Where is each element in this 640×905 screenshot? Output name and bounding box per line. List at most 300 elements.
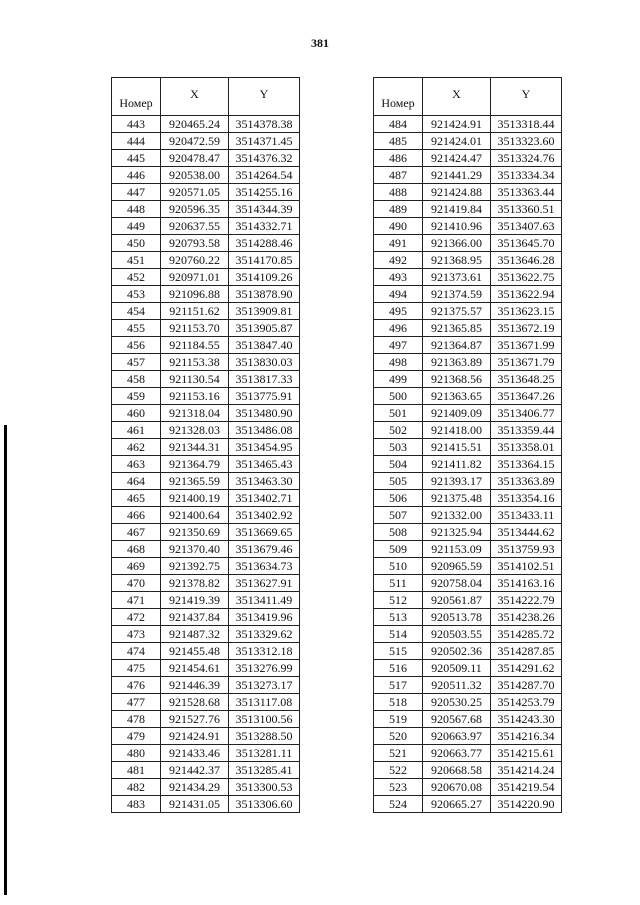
table-header-row bbox=[374, 78, 562, 116]
cell-x: 921373.61 bbox=[423, 269, 491, 286]
cell-x: 921130.54 bbox=[161, 371, 229, 388]
table-row bbox=[374, 286, 562, 303]
table-row bbox=[112, 201, 300, 218]
cell-y: 3514264.54 bbox=[229, 167, 300, 184]
cell-y: 3513402.71 bbox=[229, 490, 300, 507]
table-row bbox=[112, 388, 300, 405]
cell-x: 920472.59 bbox=[161, 133, 229, 150]
cell-number: 512 bbox=[374, 592, 423, 609]
cell-x: 921400.64 bbox=[161, 507, 229, 524]
table-row bbox=[112, 626, 300, 643]
table-row bbox=[374, 507, 562, 524]
cell-y: 3513444.62 bbox=[491, 524, 562, 541]
table-row bbox=[374, 643, 562, 660]
table-row bbox=[112, 660, 300, 677]
cell-number: 491 bbox=[374, 235, 423, 252]
table-row bbox=[112, 371, 300, 388]
cell-x: 921400.19 bbox=[161, 490, 229, 507]
cell-number: 510 bbox=[374, 558, 423, 575]
cell-x: 921434.29 bbox=[161, 779, 229, 796]
table-row bbox=[374, 422, 562, 439]
cell-x: 921410.96 bbox=[423, 218, 491, 235]
table-row bbox=[374, 167, 562, 184]
cell-x: 921368.56 bbox=[423, 371, 491, 388]
cell-number: 478 bbox=[112, 711, 161, 728]
cell-number: 520 bbox=[374, 728, 423, 745]
cell-x: 920513.78 bbox=[423, 609, 491, 626]
cell-x: 921455.48 bbox=[161, 643, 229, 660]
table-row bbox=[374, 575, 562, 592]
coordinates-table-right bbox=[373, 77, 562, 813]
cell-x: 921378.82 bbox=[161, 575, 229, 592]
cell-number: 489 bbox=[374, 201, 423, 218]
cell-number: 503 bbox=[374, 439, 423, 456]
cell-y: 3513300.53 bbox=[229, 779, 300, 796]
cell-number: 493 bbox=[374, 269, 423, 286]
cell-y: 3513288.50 bbox=[229, 728, 300, 745]
table-row bbox=[374, 677, 562, 694]
table-row bbox=[112, 252, 300, 269]
cell-x: 921441.29 bbox=[423, 167, 491, 184]
cell-y: 3513329.62 bbox=[229, 626, 300, 643]
cell-x: 921364.79 bbox=[161, 456, 229, 473]
cell-y: 3514102.51 bbox=[491, 558, 562, 575]
cell-number: 476 bbox=[112, 677, 161, 694]
cell-x: 920538.00 bbox=[161, 167, 229, 184]
cell-y: 3513318.44 bbox=[491, 116, 562, 133]
cell-x: 920511.32 bbox=[423, 677, 491, 694]
coordinates-table-left bbox=[111, 77, 300, 813]
cell-number: 454 bbox=[112, 303, 161, 320]
cell-number: 444 bbox=[112, 133, 161, 150]
table-row bbox=[112, 558, 300, 575]
table-row bbox=[374, 133, 562, 150]
table-row bbox=[112, 592, 300, 609]
table-row bbox=[112, 320, 300, 337]
table-row bbox=[374, 626, 562, 643]
cell-number: 480 bbox=[112, 745, 161, 762]
cell-x: 920663.97 bbox=[423, 728, 491, 745]
cell-y: 3514215.61 bbox=[491, 745, 562, 762]
cell-number: 445 bbox=[112, 150, 161, 167]
cell-y: 3513465.43 bbox=[229, 456, 300, 473]
cell-y: 3513847.40 bbox=[229, 337, 300, 354]
cell-y: 3513623.15 bbox=[491, 303, 562, 320]
cell-x: 921332.00 bbox=[423, 507, 491, 524]
cell-x: 921424.47 bbox=[423, 150, 491, 167]
cell-x: 921424.91 bbox=[161, 728, 229, 745]
table-row bbox=[374, 694, 562, 711]
cell-y: 3513647.26 bbox=[491, 388, 562, 405]
cell-y: 3514253.79 bbox=[491, 694, 562, 711]
cell-x: 921096.88 bbox=[161, 286, 229, 303]
cell-number: 500 bbox=[374, 388, 423, 405]
cell-y: 3513679.46 bbox=[229, 541, 300, 558]
cell-number: 463 bbox=[112, 456, 161, 473]
cell-number: 509 bbox=[374, 541, 423, 558]
cell-x: 921446.39 bbox=[161, 677, 229, 694]
cell-y: 3513324.76 bbox=[491, 150, 562, 167]
cell-y: 3513433.11 bbox=[491, 507, 562, 524]
cell-x: 921374.59 bbox=[423, 286, 491, 303]
cell-x: 921528.68 bbox=[161, 694, 229, 711]
cell-y: 3514216.34 bbox=[491, 728, 562, 745]
cell-y: 3513671.79 bbox=[491, 354, 562, 371]
cell-number: 488 bbox=[374, 184, 423, 201]
cell-number: 495 bbox=[374, 303, 423, 320]
cell-x: 921487.32 bbox=[161, 626, 229, 643]
table-row bbox=[112, 609, 300, 626]
cell-y: 3514287.85 bbox=[491, 643, 562, 660]
cell-y: 3514371.45 bbox=[229, 133, 300, 150]
cell-number: 514 bbox=[374, 626, 423, 643]
cell-y: 3514255.16 bbox=[229, 184, 300, 201]
cell-y: 3513334.34 bbox=[491, 167, 562, 184]
cell-number: 501 bbox=[374, 405, 423, 422]
cell-number: 472 bbox=[112, 609, 161, 626]
table-row bbox=[374, 371, 562, 388]
cell-number: 523 bbox=[374, 779, 423, 796]
cell-y: 3513407.63 bbox=[491, 218, 562, 235]
table-row bbox=[112, 303, 300, 320]
table-row bbox=[112, 677, 300, 694]
table-row bbox=[374, 303, 562, 320]
cell-y: 3514238.26 bbox=[491, 609, 562, 626]
cell-y: 3513360.51 bbox=[491, 201, 562, 218]
cell-y: 3513830.03 bbox=[229, 354, 300, 371]
cell-number: 524 bbox=[374, 796, 423, 813]
cell-y: 3513411.49 bbox=[229, 592, 300, 609]
cell-number: 484 bbox=[374, 116, 423, 133]
cell-x: 920637.55 bbox=[161, 218, 229, 235]
cell-x: 921424.91 bbox=[423, 116, 491, 133]
cell-number: 453 bbox=[112, 286, 161, 303]
cell-y: 3513486.08 bbox=[229, 422, 300, 439]
table-row bbox=[374, 218, 562, 235]
cell-number: 504 bbox=[374, 456, 423, 473]
cell-number: 502 bbox=[374, 422, 423, 439]
cell-number: 461 bbox=[112, 422, 161, 439]
table-row bbox=[374, 728, 562, 745]
cell-number: 458 bbox=[112, 371, 161, 388]
cell-y: 3513273.17 bbox=[229, 677, 300, 694]
cell-number: 477 bbox=[112, 694, 161, 711]
cell-x: 920793.58 bbox=[161, 235, 229, 252]
column-header-x: X bbox=[161, 78, 229, 116]
table-row bbox=[112, 779, 300, 796]
table-row bbox=[112, 507, 300, 524]
cell-y: 3513759.93 bbox=[491, 541, 562, 558]
table-row bbox=[112, 286, 300, 303]
column-header-x: X bbox=[423, 78, 491, 116]
cell-x: 920530.25 bbox=[423, 694, 491, 711]
cell-number: 469 bbox=[112, 558, 161, 575]
cell-number: 496 bbox=[374, 320, 423, 337]
column-header-y: Y bbox=[229, 78, 300, 116]
table-row bbox=[374, 252, 562, 269]
table-row bbox=[112, 337, 300, 354]
column-header-number: Номер bbox=[374, 78, 423, 116]
table-row bbox=[112, 218, 300, 235]
table-row bbox=[112, 541, 300, 558]
cell-y: 3514170.85 bbox=[229, 252, 300, 269]
cell-x: 921325.94 bbox=[423, 524, 491, 541]
cell-number: 522 bbox=[374, 762, 423, 779]
cell-y: 3513323.60 bbox=[491, 133, 562, 150]
cell-y: 3514214.24 bbox=[491, 762, 562, 779]
cell-y: 3513622.94 bbox=[491, 286, 562, 303]
cell-number: 515 bbox=[374, 643, 423, 660]
cell-number: 518 bbox=[374, 694, 423, 711]
cell-number: 485 bbox=[374, 133, 423, 150]
table-row bbox=[112, 235, 300, 252]
table-row bbox=[374, 337, 562, 354]
cell-number: 460 bbox=[112, 405, 161, 422]
cell-number: 462 bbox=[112, 439, 161, 456]
cell-number: 464 bbox=[112, 473, 161, 490]
cell-x: 921350.69 bbox=[161, 524, 229, 541]
cell-x: 921344.31 bbox=[161, 439, 229, 456]
cell-number: 466 bbox=[112, 507, 161, 524]
cell-y: 3513480.90 bbox=[229, 405, 300, 422]
cell-number: 499 bbox=[374, 371, 423, 388]
cell-x: 921419.84 bbox=[423, 201, 491, 218]
table-row bbox=[112, 269, 300, 286]
cell-number: 486 bbox=[374, 150, 423, 167]
cell-y: 3514376.32 bbox=[229, 150, 300, 167]
cell-number: 505 bbox=[374, 473, 423, 490]
cell-y: 3514243.30 bbox=[491, 711, 562, 728]
cell-y: 3513775.91 bbox=[229, 388, 300, 405]
cell-number: 448 bbox=[112, 201, 161, 218]
table-row bbox=[374, 473, 562, 490]
cell-number: 473 bbox=[112, 626, 161, 643]
cell-x: 921409.09 bbox=[423, 405, 491, 422]
cell-number: 474 bbox=[112, 643, 161, 660]
cell-y: 3513622.75 bbox=[491, 269, 562, 286]
table-row bbox=[374, 558, 562, 575]
cell-y: 3513909.81 bbox=[229, 303, 300, 320]
cell-y: 3513419.96 bbox=[229, 609, 300, 626]
table-row bbox=[112, 694, 300, 711]
cell-x: 921375.57 bbox=[423, 303, 491, 320]
cell-y: 3513402.92 bbox=[229, 507, 300, 524]
cell-y: 3513406.77 bbox=[491, 405, 562, 422]
cell-number: 467 bbox=[112, 524, 161, 541]
cell-x: 921363.65 bbox=[423, 388, 491, 405]
cell-number: 479 bbox=[112, 728, 161, 745]
table-row bbox=[112, 354, 300, 371]
cell-y: 3514332.71 bbox=[229, 218, 300, 235]
cell-y: 3514163.16 bbox=[491, 575, 562, 592]
cell-number: 465 bbox=[112, 490, 161, 507]
table-row bbox=[374, 592, 562, 609]
cell-y: 3513359.44 bbox=[491, 422, 562, 439]
cell-x: 921411.82 bbox=[423, 456, 491, 473]
cell-y: 3513363.89 bbox=[491, 473, 562, 490]
cell-x: 921365.59 bbox=[161, 473, 229, 490]
cell-y: 3514378.38 bbox=[229, 116, 300, 133]
cell-x: 920502.36 bbox=[423, 643, 491, 660]
table-row bbox=[374, 541, 562, 558]
cell-x: 920571.05 bbox=[161, 184, 229, 201]
cell-y: 3513878.90 bbox=[229, 286, 300, 303]
cell-number: 511 bbox=[374, 575, 423, 592]
cell-y: 3513358.01 bbox=[491, 439, 562, 456]
cell-number: 516 bbox=[374, 660, 423, 677]
cell-x: 921153.38 bbox=[161, 354, 229, 371]
table-row bbox=[374, 320, 562, 337]
cell-x: 921393.17 bbox=[423, 473, 491, 490]
cell-x: 921318.04 bbox=[161, 405, 229, 422]
table-row bbox=[374, 388, 562, 405]
cell-x: 920567.68 bbox=[423, 711, 491, 728]
cell-number: 517 bbox=[374, 677, 423, 694]
table-row bbox=[374, 269, 562, 286]
cell-x: 921454.61 bbox=[161, 660, 229, 677]
table-row bbox=[374, 711, 562, 728]
cell-number: 468 bbox=[112, 541, 161, 558]
cell-x: 921375.48 bbox=[423, 490, 491, 507]
cell-x: 921364.87 bbox=[423, 337, 491, 354]
cell-y: 3513100.56 bbox=[229, 711, 300, 728]
cell-x: 920596.35 bbox=[161, 201, 229, 218]
cell-number: 443 bbox=[112, 116, 161, 133]
cell-y: 3513454.95 bbox=[229, 439, 300, 456]
cell-number: 521 bbox=[374, 745, 423, 762]
cell-number: 483 bbox=[112, 796, 161, 813]
table-row bbox=[374, 762, 562, 779]
cell-number: 508 bbox=[374, 524, 423, 541]
table-row bbox=[112, 490, 300, 507]
cell-x: 921328.03 bbox=[161, 422, 229, 439]
cell-x: 920665.27 bbox=[423, 796, 491, 813]
cell-y: 3513364.15 bbox=[491, 456, 562, 473]
cell-x: 920760.22 bbox=[161, 252, 229, 269]
cell-y: 3513363.44 bbox=[491, 184, 562, 201]
table-row bbox=[112, 133, 300, 150]
page-number: 381 bbox=[311, 36, 329, 50]
table-row bbox=[112, 711, 300, 728]
cell-number: 457 bbox=[112, 354, 161, 371]
column-header-y: Y bbox=[491, 78, 562, 116]
cell-number: 452 bbox=[112, 269, 161, 286]
cell-x: 921366.00 bbox=[423, 235, 491, 252]
cell-y: 3513648.25 bbox=[491, 371, 562, 388]
cell-x: 921363.89 bbox=[423, 354, 491, 371]
cell-y: 3514285.72 bbox=[491, 626, 562, 643]
cell-x: 921184.55 bbox=[161, 337, 229, 354]
cell-number: 455 bbox=[112, 320, 161, 337]
table-row bbox=[374, 796, 562, 813]
cell-number: 450 bbox=[112, 235, 161, 252]
cell-x: 921151.62 bbox=[161, 303, 229, 320]
cell-y: 3514220.90 bbox=[491, 796, 562, 813]
cell-x: 921424.88 bbox=[423, 184, 491, 201]
cell-x: 921527.76 bbox=[161, 711, 229, 728]
cell-number: 456 bbox=[112, 337, 161, 354]
cell-y: 3514288.46 bbox=[229, 235, 300, 252]
cell-x: 921392.75 bbox=[161, 558, 229, 575]
table-row bbox=[112, 150, 300, 167]
cell-y: 3513669.65 bbox=[229, 524, 300, 541]
cell-y: 3513634.73 bbox=[229, 558, 300, 575]
cell-x: 920965.59 bbox=[423, 558, 491, 575]
table-row bbox=[112, 116, 300, 133]
cell-number: 481 bbox=[112, 762, 161, 779]
table-row bbox=[374, 116, 562, 133]
table-row bbox=[374, 745, 562, 762]
cell-y: 3513276.99 bbox=[229, 660, 300, 677]
table-row bbox=[374, 235, 562, 252]
table-row bbox=[112, 524, 300, 541]
cell-x: 921370.40 bbox=[161, 541, 229, 558]
cell-x: 920465.24 bbox=[161, 116, 229, 133]
cell-number: 482 bbox=[112, 779, 161, 796]
cell-number: 447 bbox=[112, 184, 161, 201]
cell-x: 920670.08 bbox=[423, 779, 491, 796]
table-row bbox=[112, 745, 300, 762]
table-row bbox=[112, 796, 300, 813]
cell-y: 3513117.08 bbox=[229, 694, 300, 711]
table-row bbox=[112, 405, 300, 422]
cell-number: 451 bbox=[112, 252, 161, 269]
cell-y: 3513817.33 bbox=[229, 371, 300, 388]
table-row bbox=[374, 524, 562, 541]
table-row bbox=[112, 422, 300, 439]
cell-number: 497 bbox=[374, 337, 423, 354]
table-row bbox=[374, 184, 562, 201]
cell-number: 449 bbox=[112, 218, 161, 235]
cell-number: 471 bbox=[112, 592, 161, 609]
cell-x: 921442.37 bbox=[161, 762, 229, 779]
cell-number: 519 bbox=[374, 711, 423, 728]
cell-y: 3513905.87 bbox=[229, 320, 300, 337]
table-row bbox=[112, 439, 300, 456]
cell-x: 921424.01 bbox=[423, 133, 491, 150]
cell-x: 920561.87 bbox=[423, 592, 491, 609]
cell-y: 3513646.28 bbox=[491, 252, 562, 269]
table-row bbox=[112, 167, 300, 184]
cell-number: 475 bbox=[112, 660, 161, 677]
table-row bbox=[374, 456, 562, 473]
table-row bbox=[112, 456, 300, 473]
cell-x: 920758.04 bbox=[423, 575, 491, 592]
cell-x: 921415.51 bbox=[423, 439, 491, 456]
cell-x: 921153.70 bbox=[161, 320, 229, 337]
cell-x: 921365.85 bbox=[423, 320, 491, 337]
column-header-number: Номер bbox=[112, 78, 161, 116]
cell-x: 921433.46 bbox=[161, 745, 229, 762]
cell-y: 3514344.39 bbox=[229, 201, 300, 218]
table-row bbox=[112, 184, 300, 201]
table-header-row bbox=[112, 78, 300, 116]
table-row bbox=[112, 643, 300, 660]
cell-y: 3514287.70 bbox=[491, 677, 562, 694]
cell-number: 490 bbox=[374, 218, 423, 235]
table-row bbox=[374, 405, 562, 422]
cell-x: 921368.95 bbox=[423, 252, 491, 269]
cell-x: 921437.84 bbox=[161, 609, 229, 626]
cell-x: 921153.09 bbox=[423, 541, 491, 558]
cell-x: 920503.55 bbox=[423, 626, 491, 643]
cell-number: 507 bbox=[374, 507, 423, 524]
cell-x: 921419.39 bbox=[161, 592, 229, 609]
table-row bbox=[112, 575, 300, 592]
cell-number: 513 bbox=[374, 609, 423, 626]
cell-y: 3513671.99 bbox=[491, 337, 562, 354]
margin-bar bbox=[4, 425, 7, 895]
